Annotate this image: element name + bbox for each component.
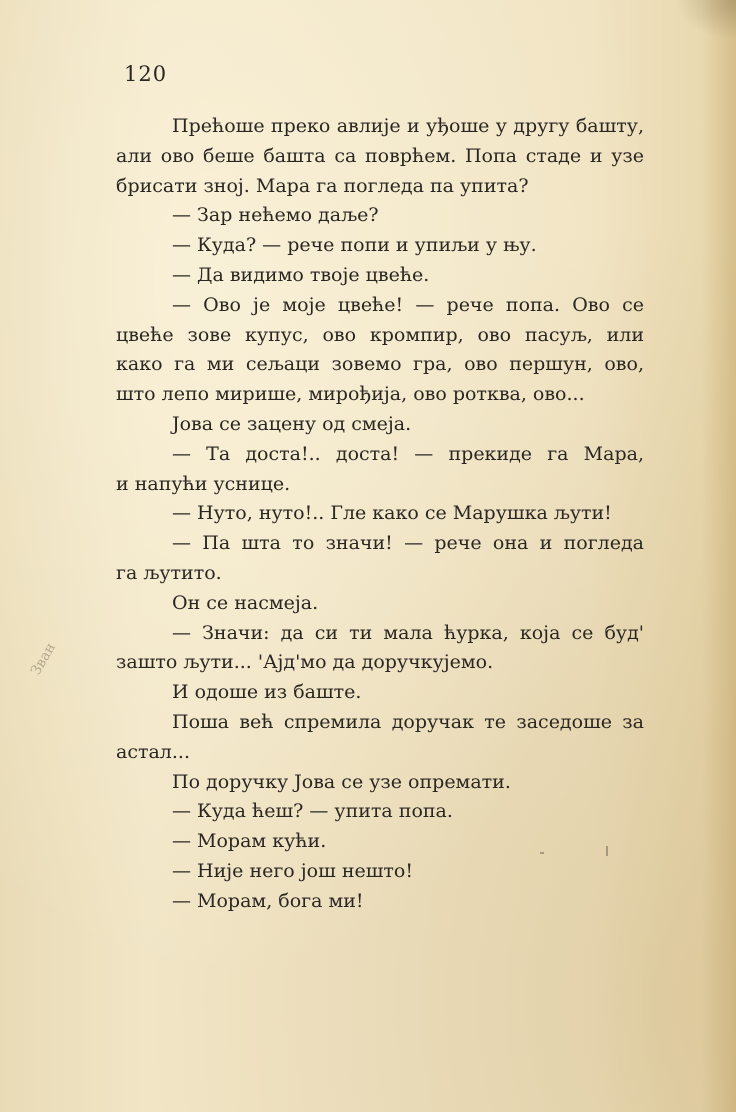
text-line: — Та доста!.. доста! — прекиде га Мара, bbox=[172, 442, 644, 465]
paragraph bbox=[116, 619, 644, 679]
paragraph bbox=[116, 708, 644, 768]
text-line: Јова се зацену од смеја. bbox=[172, 412, 412, 435]
paragraph bbox=[116, 112, 644, 201]
margin-pencil-note: Зван bbox=[28, 640, 60, 678]
text-line: — Ово је моје цвеће! — рече попа. Ово се bbox=[172, 293, 644, 316]
text-line: — Значи: да си ти мала ћурка, која се буд' bbox=[172, 621, 644, 644]
text-line: По доручку Јова се узе опремати. bbox=[172, 770, 511, 793]
body-text bbox=[116, 112, 644, 917]
paragraph bbox=[116, 291, 644, 410]
paragraph bbox=[116, 768, 644, 798]
paragraph bbox=[116, 410, 644, 440]
text-line: — Па шта то значи! — рече она и погледа bbox=[172, 532, 644, 555]
text-line: како га ми сељаци зовемо гра, ово першун, ово, bbox=[116, 353, 644, 376]
paragraph bbox=[116, 499, 644, 529]
page-edge-shadow bbox=[702, 0, 736, 1112]
paragraph bbox=[116, 797, 644, 827]
text-line: — Није него још нешто! bbox=[172, 859, 413, 882]
text-line: цвеће зове купус, ово кромпир, ово пасуљ, или bbox=[116, 323, 644, 346]
text-line: — Нуто, нуто!.. Гле како се Марушка љути! bbox=[172, 502, 612, 525]
text-line: — Морам, бога ми! bbox=[172, 889, 364, 912]
text-line: — Куда? — рече попи и упиљи у њу. bbox=[172, 234, 537, 257]
text-line: — Зар нећемо даље? bbox=[172, 204, 379, 227]
text-line: зашто љути... 'Ајд'мо да доручкујемо. bbox=[116, 651, 494, 674]
text-line: и напући усницe. bbox=[116, 472, 291, 495]
paragraph bbox=[116, 231, 644, 261]
text-line: Прећоше преко авлије и уђоше у другу башту, bbox=[172, 115, 644, 137]
text-line: астал... bbox=[116, 740, 190, 763]
text-line: али ово беше башта са поврћем. Попа стаде и узе bbox=[116, 144, 644, 167]
text-line: Поша већ спремила доручак те заседоше за bbox=[172, 710, 644, 733]
text-line: Он се насмеја. bbox=[172, 591, 319, 614]
corner-stain bbox=[676, 0, 736, 40]
paragraph bbox=[116, 857, 644, 887]
paragraph bbox=[116, 678, 644, 708]
text-line: — Куда ћеш? — упита попа. bbox=[172, 800, 453, 823]
text-line: И одоше из баште. bbox=[172, 681, 362, 704]
paragraph bbox=[116, 589, 644, 619]
page-number: 120 bbox=[124, 62, 168, 86]
text-line: брисати зној. Мара га погледа па упита? bbox=[116, 174, 529, 197]
paragraph bbox=[116, 887, 644, 917]
paragraph bbox=[116, 440, 644, 500]
text-line: што лепо мирише, мирођија, ово ротква, ово... bbox=[116, 383, 585, 406]
paragraph bbox=[116, 201, 644, 231]
paragraph bbox=[116, 261, 644, 291]
paragraph bbox=[116, 529, 644, 589]
text-line: га љутито. bbox=[116, 561, 222, 584]
paragraph bbox=[116, 827, 644, 857]
text-line: — Да видимо твоје цвеће. bbox=[172, 263, 430, 286]
text-line: — Морам кући. bbox=[172, 830, 327, 853]
